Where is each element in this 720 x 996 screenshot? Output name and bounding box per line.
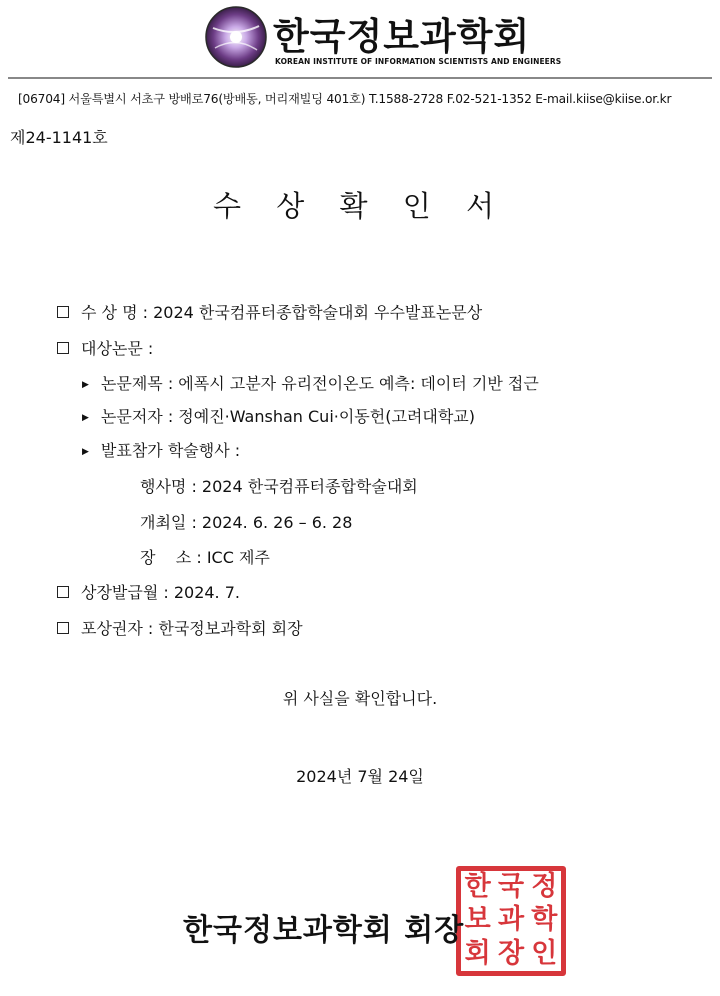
org-name-en: KOREAN INSTITUTE OF INFORMATION SCIENTISTS AND ENGINEERS [275, 57, 562, 66]
signer-name: 한국정보과학회 회장 [183, 913, 465, 948]
event-dates: 개최일 : 2024. 6. 26 – 6. 28 [140, 513, 353, 532]
header-divider [8, 77, 712, 79]
award-name-row [57, 300, 482, 323]
paper-title: 논문제목 : 에폭시 고분자 유리전이온도 예측: 데이터 기반 접근 [100, 374, 539, 393]
awarder-row [57, 616, 303, 639]
seal-char: 보 [464, 904, 491, 936]
event-label-row [82, 438, 240, 461]
seal-char: 한 [464, 871, 491, 902]
seal-char: 과 [497, 904, 525, 936]
issue-date: 2024년 7월 24일 [296, 767, 424, 786]
checkbox-square-icon [57, 342, 69, 354]
checkbox-square-icon [57, 586, 69, 598]
award-month: 상장발급월 : 2024. 7. [81, 583, 240, 602]
triangle-bullet-icon: ▶ [82, 413, 89, 423]
award-name: 수 상 명 : 2024 한국컴퓨터종합학술대회 우수발표논문상 [81, 303, 483, 322]
checkbox-square-icon [57, 622, 69, 634]
triangle-bullet-icon: ▶ [82, 380, 89, 390]
paper-authors-row [82, 404, 475, 427]
seal-char: 학 [531, 904, 558, 936]
paper-authors: 논문저자 : 정예진·Wanshan Cui·이동헌(고려대학교) [100, 407, 475, 426]
checkbox-square-icon [57, 306, 69, 318]
event-name: 행사명 : 2024 한국컴퓨터종합학술대회 [140, 477, 418, 496]
confirm-text: 위 사실을 확인합니다. [282, 689, 438, 708]
seal-char: 인 [531, 937, 558, 969]
seal-char: 장 [497, 937, 525, 969]
paper-title-row [82, 371, 539, 394]
award-month-row [57, 580, 240, 603]
seal-char: 국 [497, 871, 525, 902]
logo [205, 6, 562, 70]
org-address: [06704] 서울특별시 서초구 방배로76(방배동, 머리재빌딩 401호) T.1588-2728 F.02-521-1352 E-mail.kiise@kiise.or.kr [18, 92, 672, 106]
document-title: 수 상 확 인 서 [213, 189, 507, 223]
event-place: 장 소 : ICC 제주 [140, 548, 270, 567]
seal-char: 회 [464, 937, 491, 969]
document-number: 제24-1141호 [10, 128, 108, 147]
target-paper-row [57, 336, 153, 359]
target-paper-label: 대상논문 : [81, 339, 154, 358]
official-seal-stamp [456, 866, 566, 976]
awarder: 포상권자 : 한국정보과학회 회장 [81, 619, 303, 638]
seal-char: 정 [531, 871, 558, 902]
org-name: 한국정보과학회 [273, 15, 531, 58]
triangle-bullet-icon: ▶ [82, 447, 89, 457]
event-label: 발표참가 학술행사 : [100, 441, 241, 460]
logo-emblem-icon [205, 6, 267, 68]
